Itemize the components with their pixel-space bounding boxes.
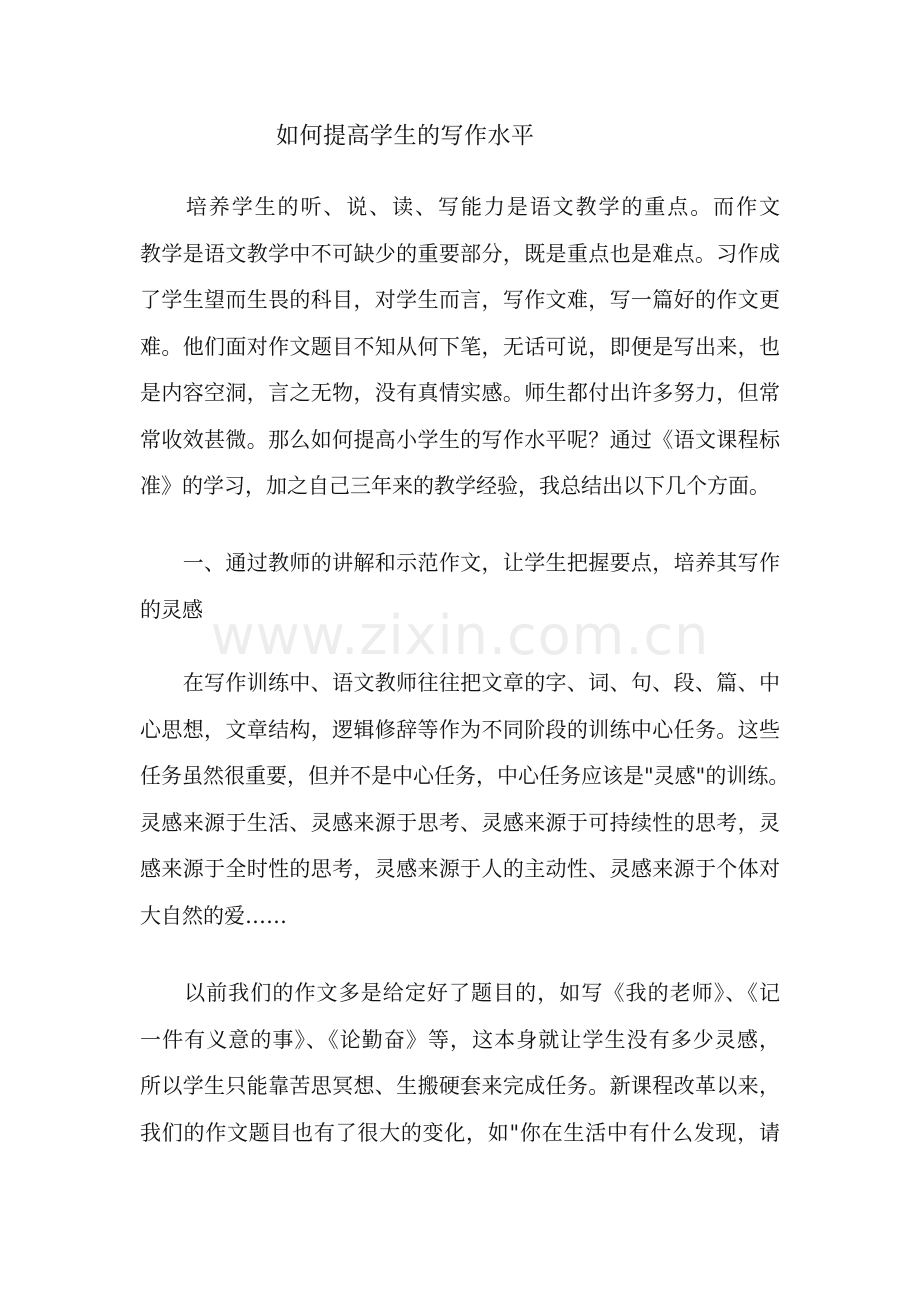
paragraph-line: 所以学生只能靠苦思冥想、生搬硬套来完成任务。新课程改革以来，	[140, 1074, 780, 1098]
paragraph-line: 教学是语文教学中不可缺少的重要部分，既是重点也是难点。习作成	[140, 241, 780, 266]
paragraph-line: 的灵感	[140, 597, 203, 622]
paragraph-line: 心思想，文章结构，逻辑修辞等作为不同阶段的训练中心任务。这些	[140, 717, 780, 742]
paragraph-line: 一、通过教师的讲解和示范作文，让学生把握要点，培养其写作	[140, 551, 780, 575]
paragraph-line: 是内容空洞，言之无物，没有真情实感。师生都付出许多努力，但常	[140, 381, 780, 405]
paragraph-line: 灵感来源于生活、灵感来源于思考、灵感来源于可持续性的思考，灵	[140, 810, 780, 835]
watermark: www.zixin.com.cn	[210, 604, 710, 667]
document-title: 如何提高学生的写作水平	[276, 123, 535, 149]
paragraph-line: 我们的作文题目也有了很大的变化，如"你在生活中有什么发现，请	[140, 1120, 780, 1145]
paragraph-inspiration	[140, 660, 790, 939]
paragraph-line: 了学生望而生畏的科目，对学生而言，写作文难，写一篇好的作文更	[140, 288, 780, 312]
section-heading-1	[140, 540, 780, 633]
paragraph-line: 在写作训练中、语文教师往往把文章的字、词、句、段、篇、中	[140, 671, 780, 695]
paragraph-line: 准》的学习，加之自己三年来的教学经验，我总结出以下几个方面。	[140, 474, 770, 498]
paragraph-line: 任务虽然很重要，但并不是中心任务，中心任务应该是"灵感"的训练。	[140, 764, 790, 788]
paragraph-topics	[140, 970, 780, 1156]
paragraph-line: 以前我们的作文多是给定好了题目的，如写《我的老师》、《记	[140, 981, 780, 1005]
paragraph-line: 大自然的爱……	[140, 903, 287, 928]
paragraph-line: 难。他们面对作文题目不知从何下笔，无话可说，即便是写出来，也	[140, 334, 780, 359]
paragraph-line: 常收效甚微。那么如何提高小学生的写作水平呢？通过《语文课程标	[140, 427, 780, 452]
paragraph-intro	[140, 184, 780, 510]
paragraph-line: 一件有义意的事》、《论勤奋》等，这本身就让学生没有多少灵感，	[140, 1027, 780, 1052]
paragraph-line: 感来源于全时性的思考，灵感来源于人的主动性、灵感来源于个体对	[140, 857, 780, 881]
paragraph-line: 培养学生的听、说、读、写能力是语文教学的重点。而作文	[140, 195, 780, 219]
